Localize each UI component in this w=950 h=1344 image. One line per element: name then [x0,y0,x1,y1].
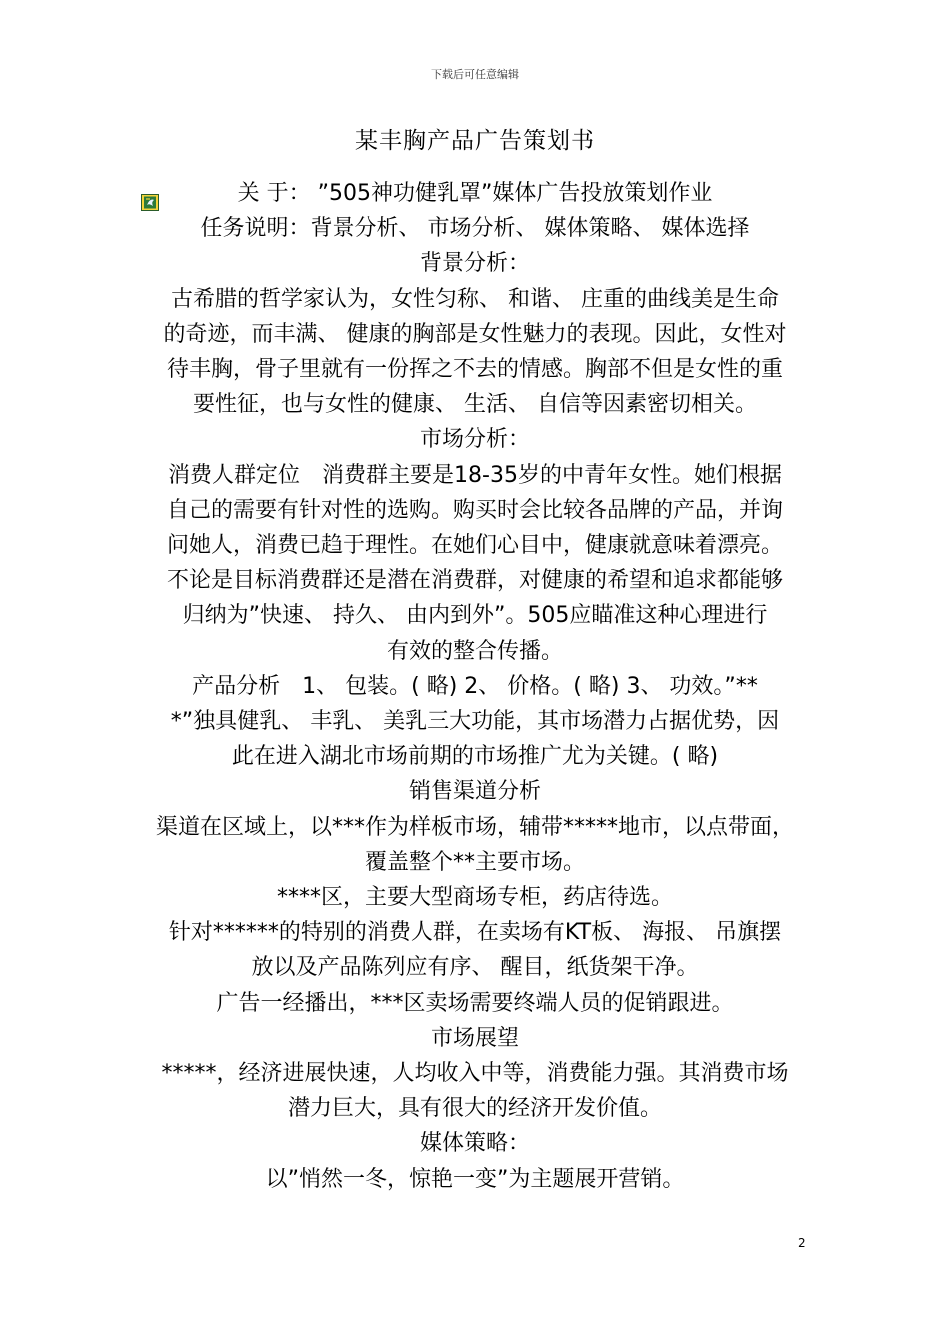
page-header: 下载后可任意编辑 [431,68,519,81]
task-line: 任务说明：背景分析、 市场分析、 媒体策略、 媒体选择 [200,216,750,242]
paragraph-line: 消费人群定位 消费群主要是18-35岁的中青年女性。她们根据 [168,462,782,488]
about-line: 关 于： ”505神功健乳罩”媒体广告投放策划作业 [237,181,713,206]
section-heading-background: 背景分析： [419,251,530,277]
paragraph-line: 有效的整合传播。 [386,638,563,664]
page-number: 2 [798,1236,806,1250]
paragraph-line: 此在进入湖北市场前期的市场推广尤为关键。( 略) [231,744,719,770]
document-title: 某丰胸产品广告策划书 [355,128,595,154]
paragraph-line: 不论是目标消费群还是潜在消费群，对健康的希望和追求都能够 [166,568,783,594]
document-body [142,176,808,1197]
paragraph-line: 覆盖整个**主要市场。 [364,849,585,875]
paragraph-line: *”独具健乳、 丰乳、 美乳三大功能，其市场潜力占据优势，因 [170,709,780,735]
paragraph-line: 古希腊的哲学家认为，女性匀称、 和谐、 庄重的曲线美是生命 [171,286,779,312]
paragraph-line: 潜力巨大，具有很大的经济开发价值。 [287,1096,662,1122]
paragraph-line: 放以及产品陈列应有序、 醒目，纸货架干净。 [251,955,699,981]
paragraph-line: ****区，主要大型商场专柜，药店待选。 [276,885,673,911]
section-heading-outlook: 市场展望 [430,1025,519,1051]
section-heading-market: 市场分析： [419,427,530,453]
document-icon [141,194,159,211]
paragraph-line: 渠道在区域上，以***作为样板市场，辅带*****地市，以点带面， [155,814,794,840]
paragraph-line: 问她人，消费已趋于理性。在她们心目中，健康就意味着漂亮。 [166,533,783,559]
section-heading-channel: 销售渠道分析 [408,779,541,805]
paragraph-line: *****，经济进展快速，人均收入中等，消费能力强。其消费市场 [161,1061,789,1087]
paragraph-line: 以”悄然一冬，惊艳一变”为主题展开营销。 [265,1166,685,1192]
paragraph-line: 要性征，也与女性的健康、 生活、 自信等因素密切相关。 [193,392,757,418]
paragraph-line: 针对******的特别的消费人群，在卖场有KT板、 海报、 吊旗摆 [168,920,782,946]
paragraph-line: 广告一经播出，***区卖场需要终端人员的促销跟进。 [216,990,734,1016]
about-row [142,176,808,211]
paragraph-line: 归纳为”快速、 持久、 由内到外”。505应瞄准这种心理进行 [182,603,768,629]
paragraph-line: 自己的需要有针对性的选购。购买时会比较各品牌的产品，并询 [166,497,783,523]
section-heading-media-strategy: 媒体策略： [419,1131,530,1157]
paragraph-line: 的奇迹，而丰满、 健康的胸部是女性魅力的表现。因此，女性对 [163,321,787,347]
paragraph-line: 产品分析 1、 包装。( 略) 2、 价格。( 略) 3、 功效。”** [192,673,758,699]
paragraph-line: 待丰胸，骨子里就有一份挥之不去的情感。胸部不但是女性的重 [166,357,783,383]
